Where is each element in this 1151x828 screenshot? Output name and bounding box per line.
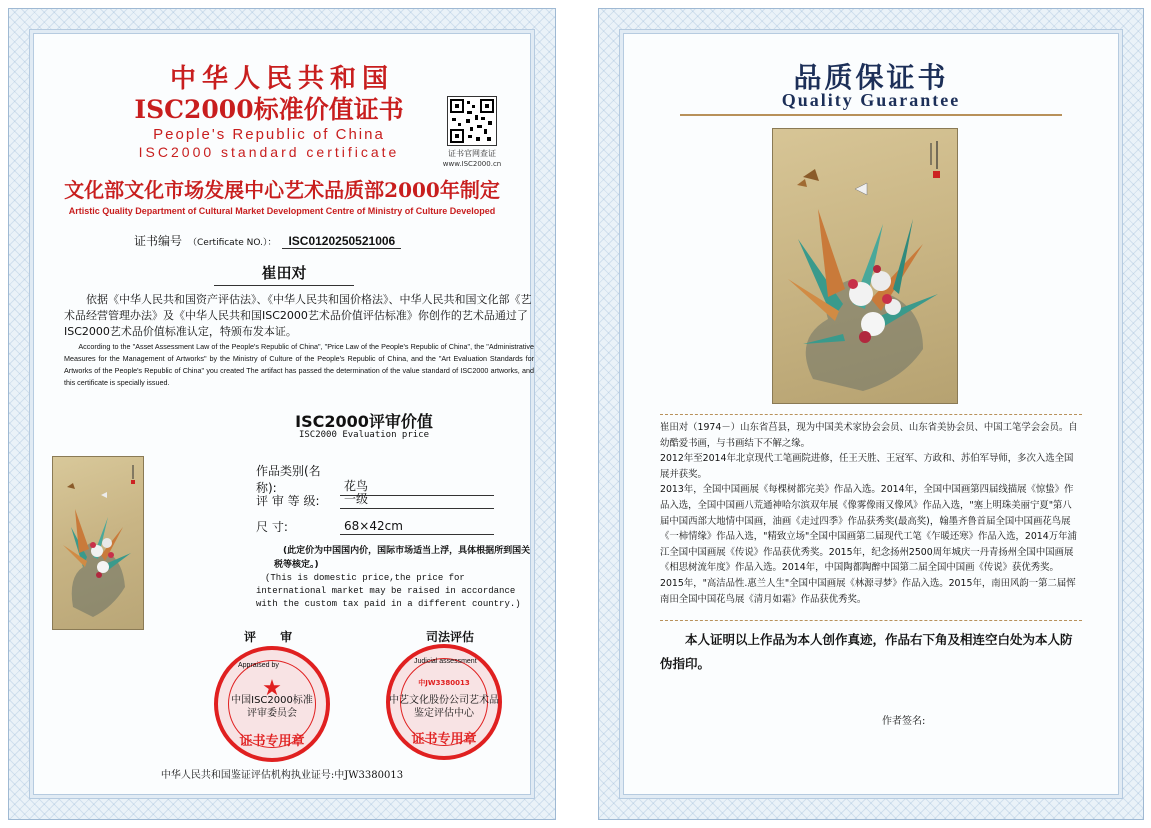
price-note-zh: (此定价为中国国内价，国际市场适当上浮，具体根据所到国关税等核定。): [274, 546, 531, 570]
department-title-en: Artistic Quality Department of Cultural Market Development Centre of Ministry of Culture Developed: [68, 206, 496, 216]
intro-text-zh: 依据《中华人民共和国资产评估法》、《中华人民共和国价格法》、中华人民共和国文化部《艺术品经营管理办法》及《中华人民共和国ISC2000艺术品价值评估标准》你创作的艺术品通过了ISC2000艺术品价值标准认定，特颁布发本证。: [64, 293, 532, 338]
bio-paragraph: 崔田对（1974－）山东省莒县，现为中国美术家协会会员、山东省美协会员、中国工笔学会会员。自幼酷爱书画，与书画结下不解之缘。: [660, 422, 1078, 449]
field-grade-label: 评 审 等 级:: [256, 494, 320, 508]
guarantee-body: [623, 33, 1119, 795]
title-certificate: ISC2000标准价值证书: [134, 95, 404, 124]
judicial-label: 司法评估: [426, 630, 475, 644]
qr-code-icon[interactable]: [447, 96, 497, 146]
field-category-value: 花鸟: [340, 477, 494, 496]
qr-url: www.ISC2000.cn: [442, 160, 502, 168]
bio-divider-bottom: [660, 620, 1082, 621]
field-grade-value: 一级: [340, 490, 494, 509]
seal1-caption: Appraised by: [238, 662, 279, 669]
authenticity-declaration: 本人证明以上作品为本人创作真迹，作品右下角及相连空白处为本人防伪指印。: [660, 632, 1073, 671]
bio-paragraph: 2013年，全国中国画展《每棵树都完美》作品入选。2014年，全国中国画第四届线描展《惊蛰》作品入选，全国中国画八荒通神哈尔滨双年展《像雾像雨又像风》作品入选，"塞上明珠美丽宁夏"第八届中国西部大地情中国画，油画《走过四季》作品获秀奖(最高奖)，翰墨齐鲁首届全国中国画花鸟展《一柿情缘》作品入选，"精致立场"全国中国画第二届现代工笔《乍暖还寒》作品入选，2014万年浦江全国中国画展《传说》作品获优秀奖。2015年，纪念扬州2500周年城庆一丹青扬州全国中国画展《相思树流年度》作品入选。2014年，中国陶都陶醉中国第二届全国中国画《传说》获优秀奖。2015年，"高洁品性.惠兰人生"全国中国画展《林源寻梦》作品入选。2015年，南田风韵一第二届恽南田全国中国花鸟展《清月如霜》作品获优秀奖。: [660, 484, 1077, 605]
artwork-image: [772, 128, 958, 404]
seal2-caption: Judicial assessment: [414, 658, 477, 665]
seal1-text-1: 中国ISC2000标准: [231, 695, 313, 706]
license-footer: 中华人民共和国鉴证评估机构执业证号:中JW3380013: [160, 770, 404, 781]
certificate-number-row: [134, 232, 401, 249]
seal2-bottom-text: 证书专用章: [411, 732, 477, 747]
review-label: 评 审: [244, 630, 303, 644]
evaluation-subtitle: ISC2000 Evaluation price: [298, 430, 430, 440]
author-signature-label: 作者签名:: [882, 716, 926, 727]
title-divider: [680, 114, 1062, 116]
cert-number-label: 证书编号: [134, 234, 183, 248]
title-country: 中华人民共和国: [169, 64, 394, 94]
cert-number-label-en: （Certificate NO.）：: [188, 238, 277, 248]
intro-text-en: According to the "Asset Assessment Law of the People's Republic of China", "Price Law of the People's Republic of China", the "Administrative Measures for the Management of Artworks" by the Ministry of Culture of the People's Republic of China, and the "Art Evaluation Standards for Artworks of the People's Republic of China" you created The artifact has passed the determination of the value standard of ISC2000 artworks, and this certificate is specially issued.: [64, 342, 534, 387]
field-grade: [256, 490, 494, 509]
field-size: [256, 518, 494, 535]
field-size-label: 尺 寸:: [256, 520, 288, 534]
department-title: 文化部文化市场发展中心艺术品质部2000年制定: [64, 178, 500, 202]
seal-star-icon: ★: [262, 676, 282, 701]
title-en-country: People's Republic of China: [153, 126, 385, 143]
seal2-code: 中JW3380013: [418, 679, 470, 687]
bio-divider-top: [660, 414, 1082, 415]
quality-guarantee-sheet: [598, 8, 1144, 820]
guarantee-subtitle: Quality Guarantee: [781, 90, 961, 110]
seal1-text-2: 评审委员会: [247, 708, 297, 719]
artwork-thumbnail: [52, 456, 144, 630]
price-note-en: (This is domestic price,the price for international market may be raised in accordance with the custom tax paid in a different country.): [256, 573, 521, 609]
title-en-certificate: ISC2000 standard certificate: [138, 144, 400, 160]
seal2-text-2: 鉴定评估中心: [414, 708, 474, 719]
owner-name: 崔田对: [214, 262, 354, 286]
isc2000-certificate: [8, 8, 556, 820]
flower-painting-image: [773, 129, 957, 403]
seal1-bottom-text: 证书专用章: [239, 734, 305, 749]
evaluation-title: ISC2000评审价值: [295, 412, 433, 431]
field-size-value: 68×42cm: [340, 519, 494, 535]
guarantee-title: 品质保证书: [793, 61, 949, 94]
certificate-body: [33, 33, 534, 795]
seal2-text-1: 中艺文化股份公司艺术品: [389, 695, 499, 706]
flower-painting-image: [53, 457, 143, 629]
bio-paragraph: 2012年至2014年北京现代工笔画院进修，任王天胜、王冠军、方政和、苏伯军导师，多次入选全国展并获奖。: [660, 453, 1074, 480]
field-category-label: 作品类别(名称):: [256, 464, 321, 495]
qr-caption: 证书官网查证: [448, 149, 496, 158]
artist-biography: [660, 420, 1080, 607]
cert-number-value: ISC0120250521006: [282, 234, 401, 249]
